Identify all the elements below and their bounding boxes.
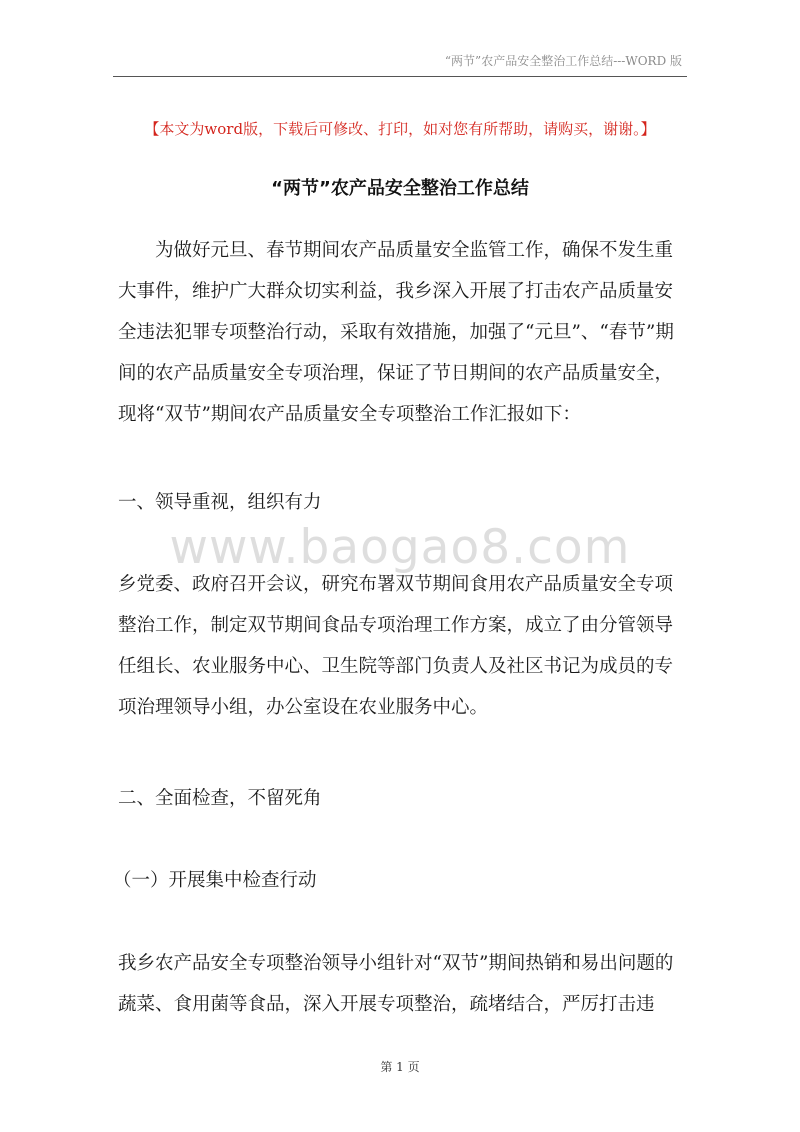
- subsection-1-paragraph: 我乡农产品安全专项整治领导小组针对“双节”期间热销和易出问题的蔬菜、食用菌等食品，深入开展专项整治，疏堵结合，严厉打击违: [118, 953, 674, 1015]
- intro-paragraph: 为做好元旦、春节期间农产品质量安全监管工作，确保不发生重大事件，维护广大群众切实利益，我乡深入开展了打击农产品质量安全违法犯罪专项整治行动，采取有效措施，加强了“元旦”、“春节”期间的农产品质量安全专项治理，保证了节日期间的农产品质量安全，现将“双节”期间农产品质量安全专项整治工作汇报如下：: [118, 240, 674, 425]
- section-1-heading: 一、领导重视，组织有力: [118, 492, 322, 513]
- section-1-paragraph: 乡党委、政府召开会议，研究布署双节期间食用农产品质量安全专项整治工作，制定双节期间食品专项治理工作方案，成立了由分管领导任组长、农业服务中心、卫生院等部门负责人及社区书记为成员的专项治理领导小组，办公室设在农业服务中心。: [118, 574, 674, 718]
- download-notice: 【本文为word版，下载后可修改、打印，如对您有所帮助，请购买，谢谢。】: [144, 120, 656, 138]
- header-divider: [113, 76, 687, 77]
- subsection-1-heading: （一）开展集中检查行动: [113, 870, 317, 891]
- page-number: 第 1 页: [380, 1060, 420, 1074]
- watermark: www.baogao8.com: [169, 520, 631, 575]
- section-2-heading: 二、全面检查，不留死角: [118, 788, 322, 809]
- document-title: “两节”农产品安全整治工作总结: [271, 178, 529, 199]
- running-header: “两节”农产品安全整治工作总结---WORD 版: [444, 54, 682, 68]
